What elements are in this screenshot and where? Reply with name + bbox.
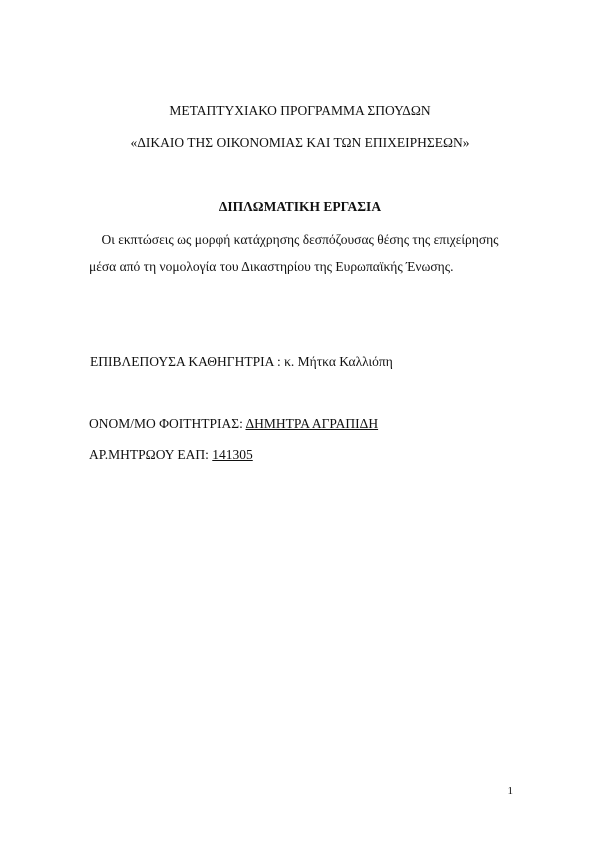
thesis-title-line-1: Οι εκπτώσεις ως μορφή κατάχρησης δεσπόζουσας θέσης της επιχείρησης — [101, 232, 499, 247]
thesis-title-line-2: μέσα από τη νομολογία του Δικαστηρίου της Ευρωπαϊκής Ένωσης. — [89, 259, 454, 274]
student-name: ΔΗΜΗΤΡΑ ΑΓΡΑΠΙΔΗ — [245, 416, 379, 431]
supervisor-name: κ. Μήτκα Καλλιόπη — [284, 354, 393, 369]
thesis-heading: ΔΙΠΛΩΜΑΤΙΚΗ ΕΡΓΑΣΙΑ — [218, 199, 382, 214]
student-id-label: ΑΡ.ΜΗΤΡΩΟΥ ΕΑΠ: — [89, 447, 213, 462]
student-name-label: ΟΝΟΜ/ΜΟ ΦΟΙΤΗΤΡΙΑΣ: — [89, 416, 246, 431]
student-name-line — [89, 416, 378, 432]
specialization-title: «ΔΙΚΑΙΟ ΤΗΣ ΟΙΚΟΝΟΜΙΑΣ ΚΑΙ ΤΩΝ ΕΠΙΧΕΙΡΗΣΕΩΝ» — [130, 135, 470, 150]
supervisor-line — [90, 354, 393, 370]
program-title: ΜΕΤΑΠΤΥΧΙΑΚΟ ΠΡΟΓΡΑΜΜΑ ΣΠΟΥΔΩΝ — [169, 103, 431, 118]
student-id-line — [89, 447, 253, 463]
supervisor-label: ΕΠΙΒΛΕΠΟΥΣΑ ΚΑΘΗΓΗΤΡΙΑ : — [90, 354, 285, 369]
page-number: 1 — [507, 785, 513, 797]
student-id: 141305 — [212, 447, 253, 462]
